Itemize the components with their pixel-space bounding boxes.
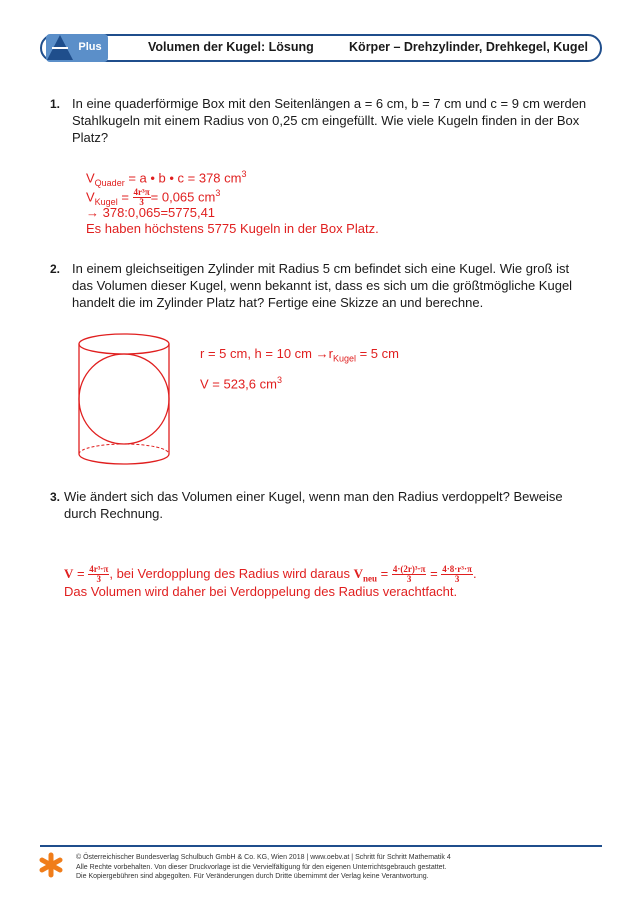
publisher-star-icon: [38, 852, 64, 878]
page-header: [40, 34, 602, 62]
task1-number: 1.: [50, 97, 61, 111]
page-title: Volumen der Kugel: Lösung: [148, 40, 314, 54]
task2-text: In einem gleichseitigen Zylinder mit Radius 5 cm befindet sich eine Kugel. Wie groß ist das Volumen dieser Kugel, wenn bekannt ist, dass es sich um die größtmögliche Kugel handelt die im Zylinder Platz hat? Fertige eine Skizze an und berechne.: [72, 261, 573, 310]
footer-line3: Die Kopiergebühren sind abgegolten. Für Veränderungen durch Dritte übernimmt der Verlag keine Verantwortung.: [76, 873, 429, 880]
logo-text: Plus: [78, 41, 102, 53]
task2-line2: V = 523,6 $cm^3$: [200, 375, 282, 392]
task1-text: In eine quaderförmige Box mit den Seitenlängen a = 6 cm, b = 7 cm und c = 9 cm werden Stahlkugeln mit einem Radius von 0,25 cm eingefüllt. Wie viele Kugeln finden in der Box Platz?: [72, 96, 587, 145]
task1-line2: $V_{Kugel}$ = $\frac{\text{4r³π}}{3}$ = 0,065 $cm^3$: [86, 187, 221, 208]
task1-line1: $V_{Quader} = a$ • b • c = 378 $cm^3$: [86, 169, 247, 188]
task2-line1: r = 5 cm, h = 10 cm $\to r_{Kugel} = 5$ cm: [200, 346, 399, 364]
task3-number: 3.: [50, 490, 61, 504]
cylinder-sphere-sketch: [70, 328, 180, 478]
task3-text: Wie ändert sich das Volumen einer Kugel, wenn man den Radius verdoppelt? Beweise durch Rechnung.: [64, 489, 563, 521]
footer-line2: Alle Rechte vorbehalten. Von dieser Druckvorlage ist die Vervielfältigung für den eigenen Unterrichtsgebrauch gestattet.: [76, 863, 447, 871]
task3-line2: Das Volumen wird daher bei Verdoppelung des Radius verachtfacht.: [64, 584, 458, 599]
page-subtitle: Körper – Drehzylinder, Drehkegel, Kugel: [349, 40, 588, 54]
task1-line4: Es haben höchstens 5775 Kugeln in der Box Platz.: [86, 221, 379, 236]
footer-divider: [40, 845, 602, 847]
footer-text: [76, 853, 451, 882]
plus-logo: [46, 30, 108, 66]
footer-line1: © Österreichischer Bundesverlag Schulbuch GmbH & Co. KG, Wien 2018 | www.oebv.at | Schritt für Schritt Mathematik 4: [76, 854, 451, 861]
task2-number: 2.: [50, 262, 61, 276]
task1-line3: → 378:0,065=5775,41: [86, 205, 216, 220]
task3-line1: V = $\frac{\text{4r³·π}}{3}$ , bei Verdopplung des Radius wird daraus $V_{neu}$ = $\frac{\text{4·(2r)³·π}}{3}$ = $\frac{\text{4·8·r³·π}}{3}$ .: [64, 564, 477, 585]
